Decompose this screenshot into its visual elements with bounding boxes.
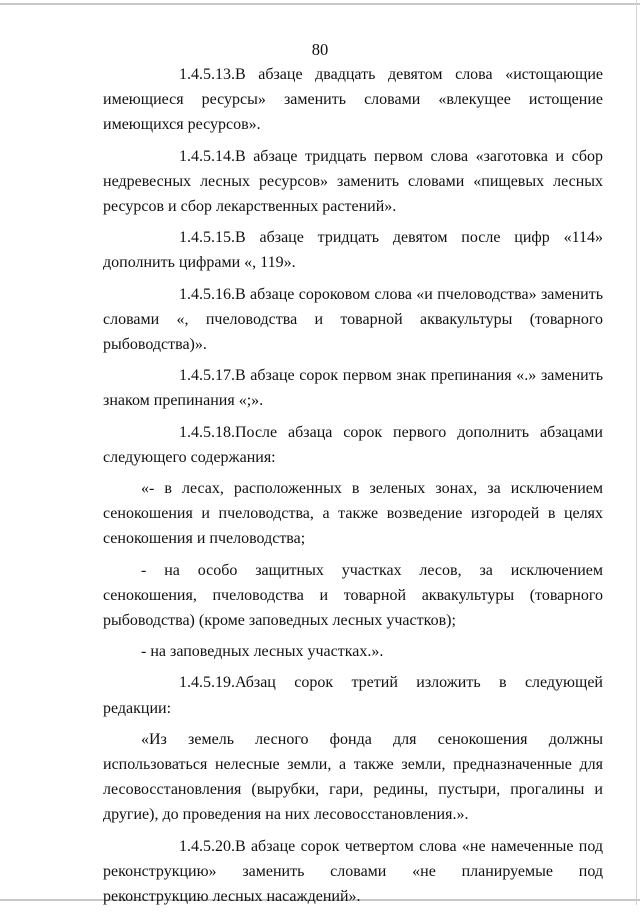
clause-number: 1.4.5.15. [179,229,235,247]
quoted-text: - на заповедных лесных участках.». [141,643,384,661]
clause-text: В абзаце сорок четвертом слова «не намеченные под реконструкцию» заменить словами «не планируемые под реконструкцию лесных насаждений». [103,837,603,906]
paragraph-1-4-5-13 [103,62,603,138]
quoted-paragraph-green-zones [103,476,603,552]
clause-text: После абзаца сорок первого дополнить абзацами следующего содержания: [103,423,603,466]
clause-text: В абзаце сорок первом знак препинания «.» заменить знаком препинания «;». [103,367,603,410]
page-number: 80 [311,40,329,59]
quoted-paragraph-reserved-areas [103,639,603,664]
clause-text: В абзаце двадцать девятом слова «истощающие имеющиеся ресурсы» заменить словами «влекущее истощение имеющихся ресурсов». [103,66,603,134]
paragraph-1-4-5-14 [103,144,603,220]
clause-text: В абзаце тридцать первом слова «заготовка и сбор недревесных лесных ресурсов» заменить словами «пищевых лесных ресурсов и сбор лекарственных растений». [103,147,603,216]
clause-number: 1.4.5.19. [179,674,235,692]
clause-number: 1.4.5.16. [179,285,235,303]
paragraph-1-4-5-20 [103,834,603,910]
quoted-text: - на особо защитных участках лесов, за исключением сенокошения, пчеловодства и товарной аквакультуры (товарного рыбоводства) (кроме заповедных лесных участков); [103,561,603,630]
quoted-paragraph-protective-areas [103,558,603,634]
scan-edge-right [636,0,637,905]
clause-text: В абзаце сороковом слова «и пчеловодства» заменить словами «, пчеловодства и товарной аквакультуры (товарного рыбоводства)». [103,285,603,354]
clause-number: 1.4.5.20. [179,837,235,855]
clause-text: Абзац сорок третий изложить в следующей редакции: [103,674,603,717]
paragraph-1-4-5-17 [103,363,603,413]
paragraph-1-4-5-19 [103,670,603,720]
paragraph-1-4-5-16 [103,282,603,358]
paragraph-1-4-5-15 [103,225,603,275]
document-body [103,62,603,915]
paragraph-1-4-5-18 [103,420,603,470]
clause-number: 1.4.5.18. [179,423,235,441]
clause-number: 1.4.5.14. [179,147,235,165]
quoted-paragraph-hay-lands [103,727,603,828]
scan-edge-top [0,3,640,5]
clause-number: 1.4.5.17. [179,367,235,385]
clause-text: В абзаце тридцать девятом после цифр «114» дополнить цифрами «, 119». [103,229,603,272]
quoted-text: «Из земель лесного фонда для сенокошения должны использоваться нелесные земли, а также земли, предназначенные для лесовосстановления (вырубки, гари, редины, пустыри, прогалины и другие), до проведения на них лесовосстановления.». [103,730,603,824]
quoted-text: «- в лесах, расположенных в зеленых зонах, за исключением сенокошения и пчеловодства, а также возведение изгородей в целях сенокошения и пчеловодства; [103,480,603,548]
clause-number: 1.4.5.13. [179,66,235,83]
